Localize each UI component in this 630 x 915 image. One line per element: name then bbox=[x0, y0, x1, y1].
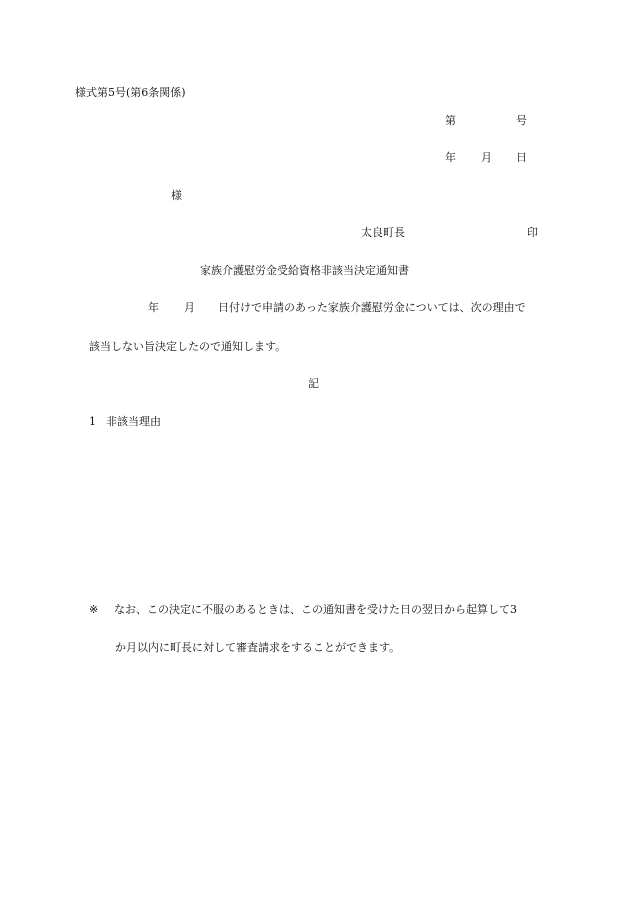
date-day: 日 bbox=[516, 151, 527, 164]
issuer-name: 太良町長 bbox=[361, 226, 405, 239]
note-line1: なお、この決定に不服のあるときは、この通知書を受けた日の翌日から起算して3 bbox=[114, 603, 517, 616]
number-dai: 第 bbox=[445, 114, 456, 127]
document-title: 家族介護慰労金受給資格非該当決定通知書 bbox=[200, 264, 409, 277]
record-heading: 記 bbox=[308, 377, 319, 390]
addressee-suffix: 様 bbox=[171, 189, 182, 202]
reason-label: 非該当理由 bbox=[106, 415, 161, 428]
note-line2: か月以内に町長に対して審査請求をすることができます。 bbox=[115, 641, 401, 654]
date-year: 年 bbox=[445, 151, 456, 164]
body-text-line2: 該当しない旨決定したので通知します。 bbox=[89, 340, 287, 353]
seal-mark: 印 bbox=[527, 226, 538, 239]
form-label: 様式第5号(第6条関係) bbox=[75, 86, 186, 99]
date-month: 月 bbox=[481, 151, 492, 164]
body-text-line1: 日付けで申請のあった家族介護慰労金については、次の理由で bbox=[218, 301, 526, 314]
body-month: 月 bbox=[184, 301, 195, 314]
number-go: 号 bbox=[516, 114, 527, 127]
note-mark: ※ bbox=[89, 603, 99, 616]
body-year: 年 bbox=[148, 301, 159, 314]
reason-number: 1 bbox=[89, 415, 96, 428]
